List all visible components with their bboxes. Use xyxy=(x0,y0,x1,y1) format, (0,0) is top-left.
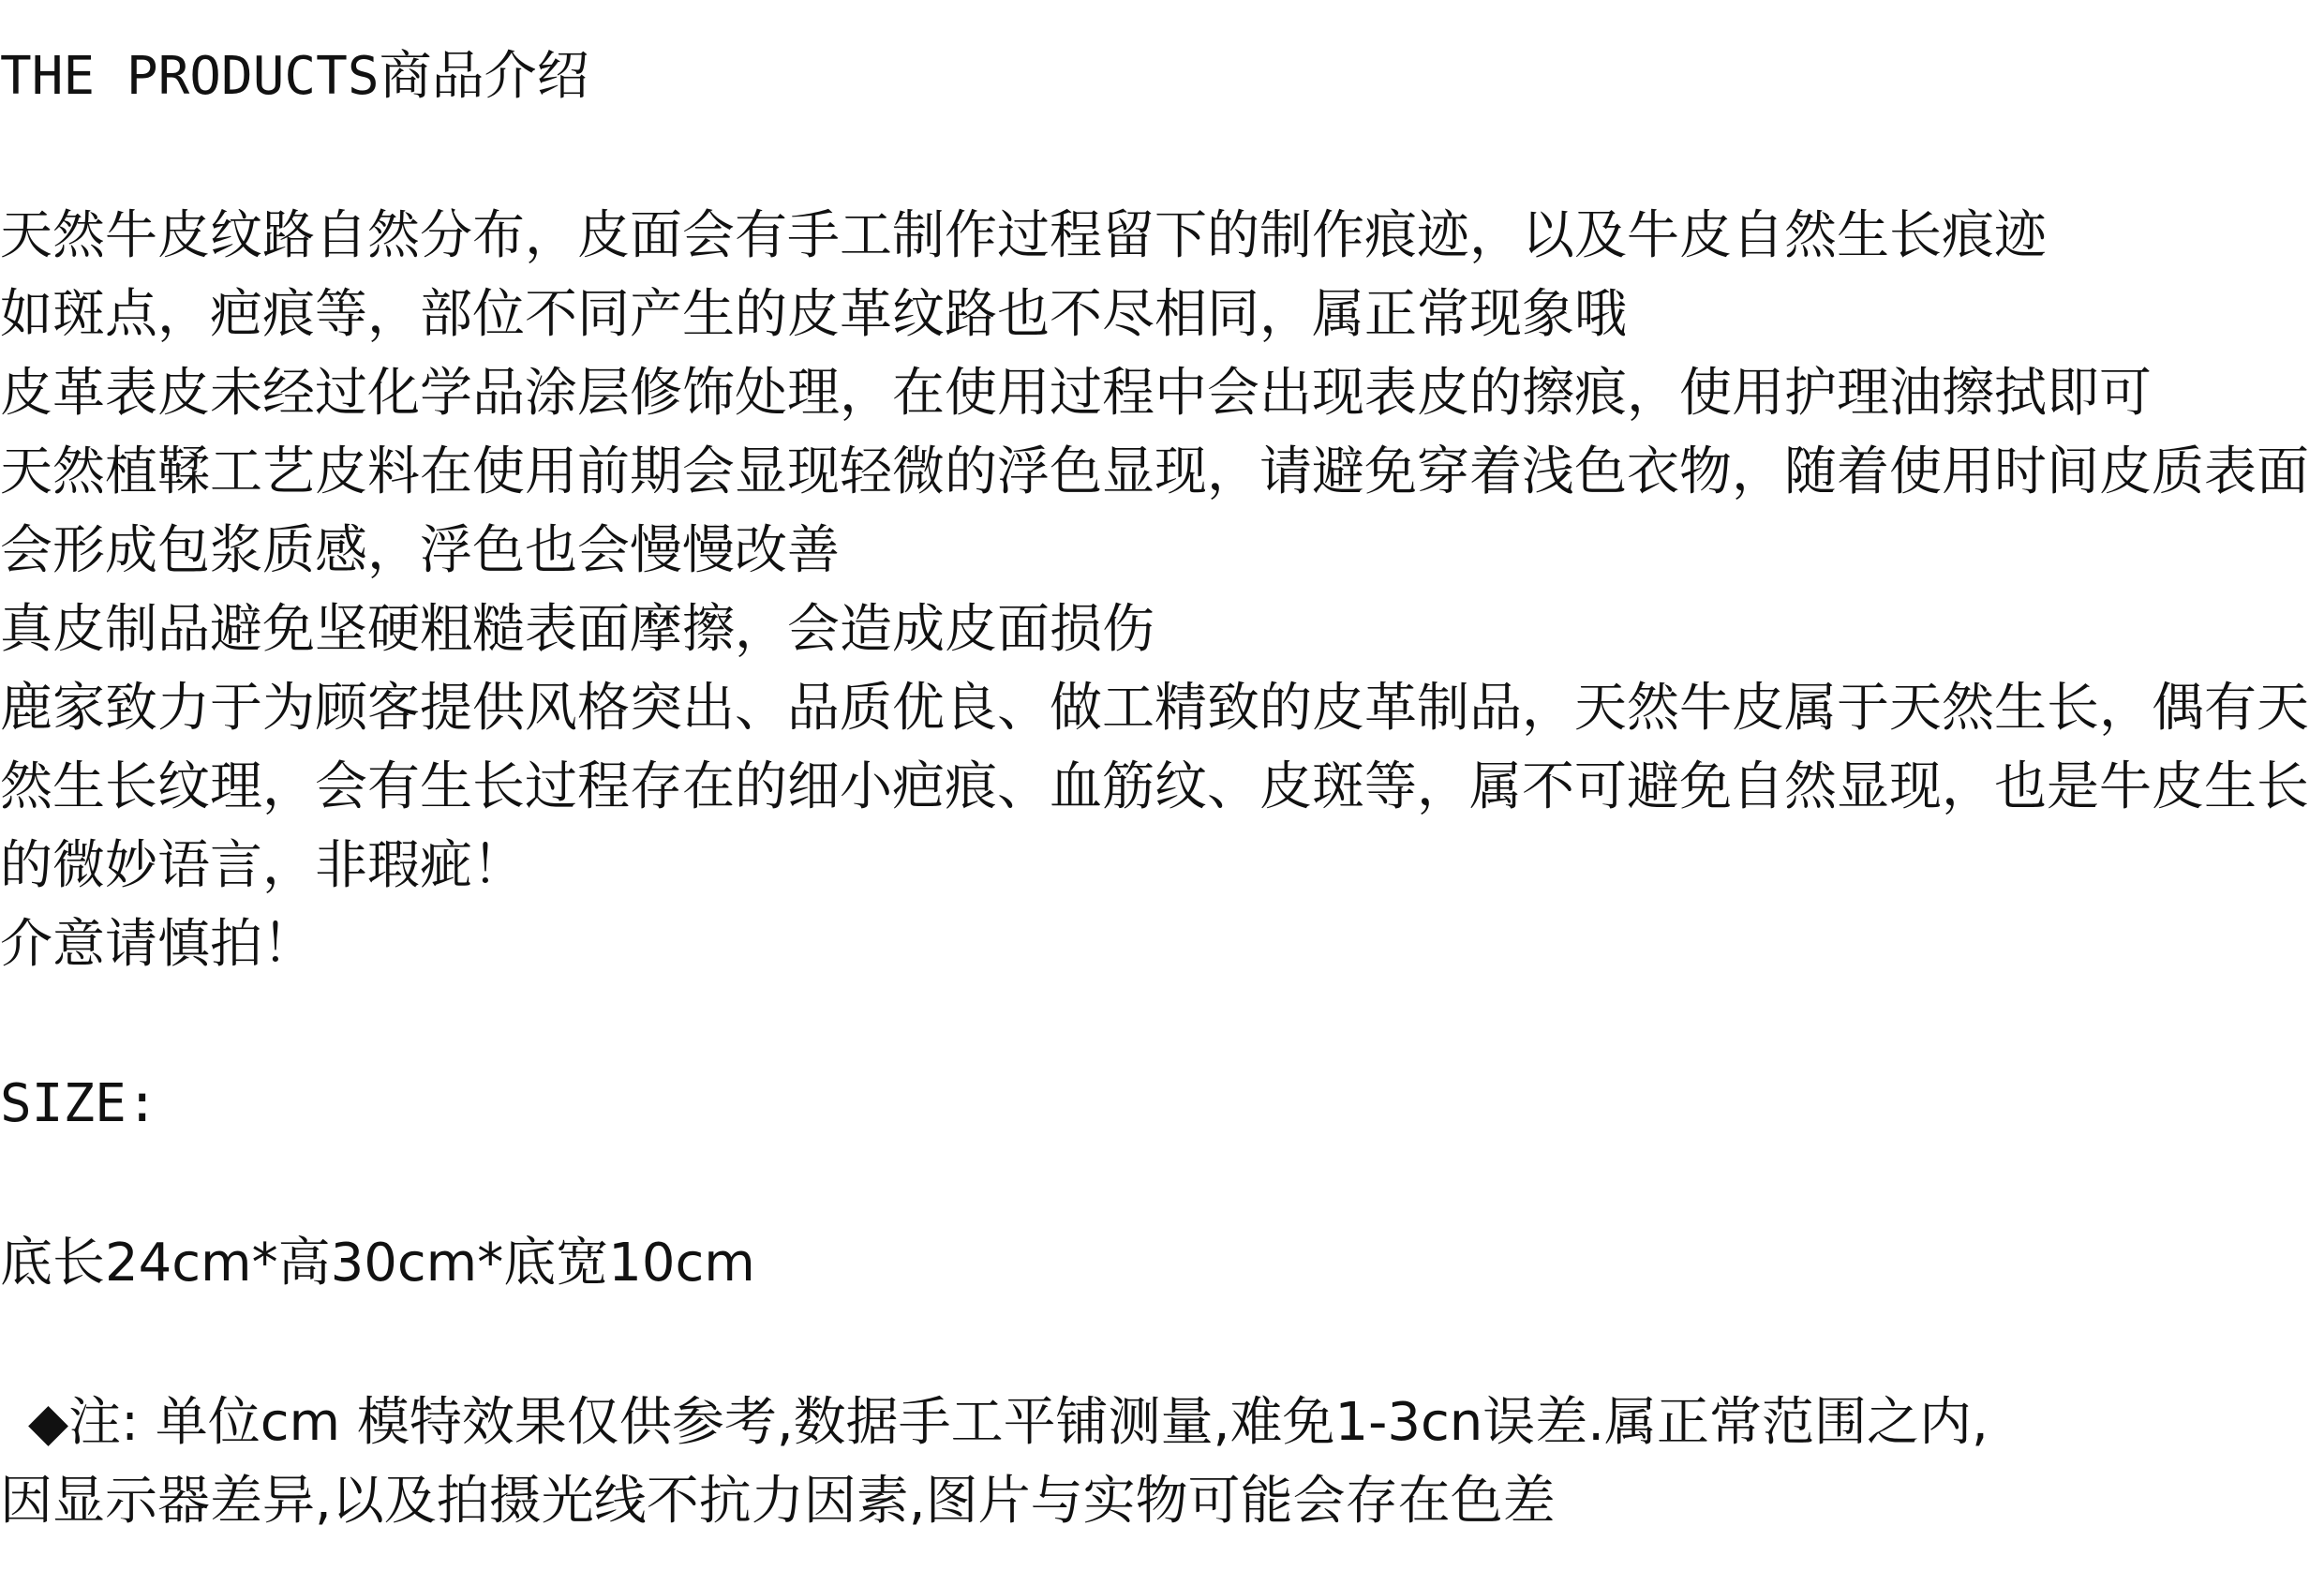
description-line: 的微妙语言，非瑕疵！ xyxy=(0,835,525,896)
description-line: 天然植鞣工艺皮料在使用前期会显现轻微的浮色显现，请避免穿着浅色衣物，随着使用时间皮质表面 xyxy=(0,441,2309,502)
description-line: 如斑点，疤痕等，部位不同产生的皮革纹路也不尽相同，属正常现象哦 xyxy=(0,284,1627,345)
description-line: 然生长纹理，会有生长过程存在的细小疤痕、血筋纹、皮斑等，属不可避免自然显现，也是牛皮生长 xyxy=(0,756,2309,817)
note-line: ◆注: 单位cm 模特效果仅供参考,数据手工平铺测量,难免1-3cn误差.属正常范围之内, xyxy=(28,1392,1989,1453)
note-line: 因显示器差异,以及拍摄光线不抗力因素,图片与实物可能会存在色差 xyxy=(0,1471,1556,1532)
description-line: 天然牛皮纹路自然分布，皮面会有手工制作过程留下的制作痕迹，以及牛皮自然生长痕迹 xyxy=(0,205,2047,266)
description-line: 会形成包浆质感，浮色也会慢慢改善 xyxy=(0,520,840,581)
heading: THE PRODUCTS商品介绍 xyxy=(0,46,589,107)
description-line: 鹿家致力于为顾客提供风格突出、品质优良、做工精致的皮革制品，天然牛皮属于天然生长，偶有天 xyxy=(0,678,2309,739)
description-line: 皮革表皮未经过化学品涂层修饰处理，在使用过程中会出现表皮的擦痕，使用护理油擦拭即可 xyxy=(0,363,2152,424)
size-label: SIZE: xyxy=(0,1073,158,1134)
description-line: 介意请慎拍！ xyxy=(0,914,315,975)
size-value: 底长24cm*高30cm*底宽10cm xyxy=(0,1233,755,1294)
description-line: 真皮制品避免坚硬粗糙表面摩擦，会造成皮面损伤 xyxy=(0,599,1155,660)
